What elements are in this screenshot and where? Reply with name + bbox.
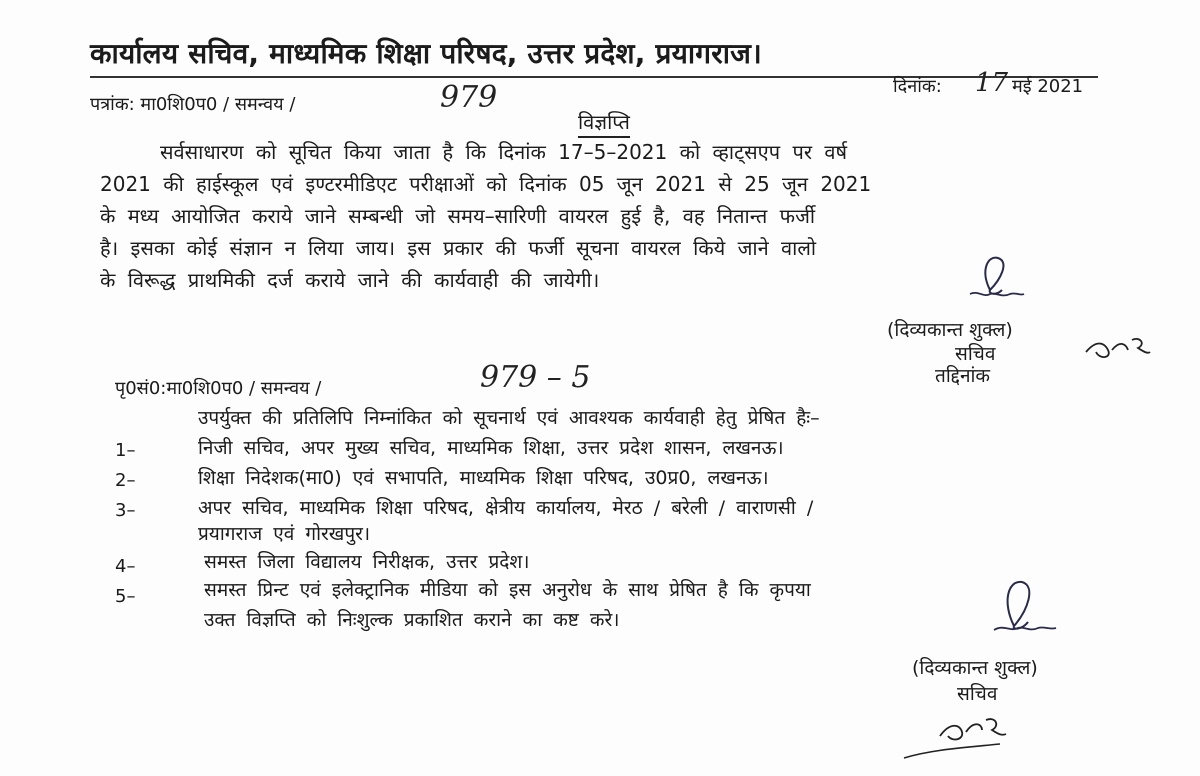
date-day-handwritten: 17 <box>975 68 1009 98</box>
signature-1 <box>960 250 1030 310</box>
notice-title: विज्ञप्ति <box>578 108 630 138</box>
dated-label: तद्दिनांक <box>935 365 991 387</box>
copy-item-number: 2– <box>115 470 136 491</box>
signatory-1-name: (दिव्यकान्त शुक्ल) <box>887 319 1013 341</box>
initials-mark-2 <box>900 708 1010 764</box>
reference-label: पत्रांक: मा0शि0प0 / समन्वय / <box>90 94 296 115</box>
notice-line: है। इसका कोई संज्ञान न लिया जाय। इस प्रकार की फर्जी सूचना वायरल किये जाने वालो <box>100 236 817 260</box>
copy-item-text: प्रयागराज एवं गोरखपुर। <box>198 523 371 545</box>
copy-item-number: 1– <box>115 440 136 461</box>
copy-item-number: 3– <box>115 500 136 521</box>
copy-item-text: उक्त विज्ञप्ति को निःशुल्क प्रकाशित कराने का कष्ट करे। <box>204 609 620 631</box>
signature-2 <box>984 572 1064 642</box>
copy-item-text: अपर सचिव, माध्यमिक शिक्षा परिषद, क्षेत्रीय कार्यालय, मेरठ / बरेली / वाराणसी / <box>198 497 814 519</box>
copy-item-text: समस्त जिला विद्यालय निरीक्षक, उत्तर प्रदेश। <box>204 551 530 573</box>
copy-intro: उपर्युक्त की प्रतिलिपि निम्नांकित को सूचनार्थ एवं आवश्यक कार्यवाही हेतु प्रेषित हैः– <box>198 407 820 429</box>
copy-reference-label: पृ0सं0:मा0शि0प0 / समन्वय / <box>115 378 322 399</box>
office-header: कार्यालय सचिव, माध्यमिक शिक्षा परिषद, उत्तर प्रदेश, प्रयागराज। <box>90 34 1098 78</box>
copy-reference-number-handwritten: 979 – 5 <box>480 360 591 395</box>
notice-line: 2021 की हाईस्कूल एवं इण्टरमीडिएट परीक्षाओं को दिनांक 05 जून 2021 से 25 जून 2021 <box>100 172 872 196</box>
copy-item-text: समस्त प्रिन्ट एवं इलेक्ट्रानिक मीडिया को इस अनुरोध के साथ प्रेषित है कि कृपया <box>204 579 811 601</box>
date-month-year: मई 2021 <box>1012 76 1084 97</box>
date-label: दिनांक: <box>893 76 942 97</box>
copy-item-number: 5– <box>115 586 136 607</box>
copy-item-text: शिक्षा निदेशक(मा0) एवं सभापति, माध्यमिक शिक्षा परिषद, उ0प्र0, लखनऊ। <box>198 467 769 489</box>
notice-line: के मध्य आयोजित कराये जाने सम्बन्धी जो समय–सारिणी वायरल हुई है, वह नितान्त फर्जी <box>100 204 816 228</box>
notice-line: के विरूद्ध प्राथमिकी दर्ज कराये जाने की कार्यवाही की जायेगी। <box>100 268 600 292</box>
copy-item-text: निजी सचिव, अपर मुख्य सचिव, माध्यमिक शिक्षा, उत्तर प्रदेश शासन, लखनऊ। <box>198 437 784 459</box>
initials-mark-1 <box>1082 330 1152 366</box>
notice-line: सर्वसाधारण को सूचित किया जाता है कि दिनांक 17–5–2021 को व्हाट्सएप पर वर्ष <box>160 140 848 164</box>
signatory-2-name: (दिव्यकान्त शुक्ल) <box>912 657 1038 679</box>
signatory-1-designation: सचिव <box>955 343 996 365</box>
copy-item-number: 4– <box>115 556 136 577</box>
signatory-2-designation: सचिव <box>957 683 998 705</box>
reference-number-handwritten: 979 <box>440 80 498 115</box>
